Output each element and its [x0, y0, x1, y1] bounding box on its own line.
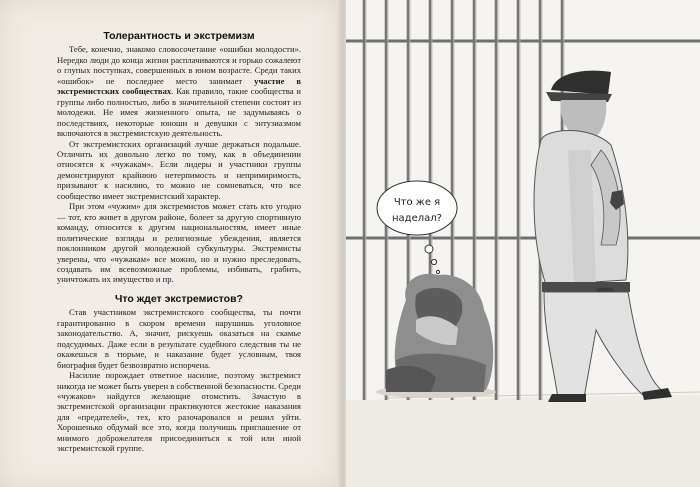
paragraph: Став участником экстремистского сообщества, ты почти гарантированно в скором времени нарушишь уголовное законодательство. А, значит, рискуешь оказаться на скамье подсудимых. Даже если в результате судебного следствия ты не окажешься в тюрьме, и наказание будет условным, твоя биография будет безвозвратно испорчена. — [57, 307, 301, 370]
paragraph: Насилие порождает ответное насилие, поэтому экстремист никогда не может быть уверен в собственной безопасности. Среди «чужаков» найдутся желающие отомстить. Зачастую в экстремистской организации практикуются жестокие наказания для «предателей», тех, кто разочаровался и решил уйти. Хорошенько обдумай все это, когда получишь приглашение от мнимого доброжелателя присоединиться к той или иной экстремистской группе. — [57, 370, 301, 454]
paragraph: От экстремистских организаций лучше держаться подальше. Отличить их довольно легко по тому, как в объединении относятся к «чужакам». Если лидеры и участники группы демонстрируют крайнюю нетерпимость и непримиримость, призывают к насилию, то можно не сомневаться, что все сообщество имеет экстремистский характер. — [57, 138, 301, 201]
section-heading-consequences: Что ждет экстремистов? — [115, 292, 243, 305]
article-column — [57, 31, 301, 454]
prison-illustration — [346, 0, 700, 487]
thought-text-line2: наделал? — [392, 213, 442, 224]
paragraph: При этом «чужим» для экстремистов может стать кто угодно — тот, кто живет в другом районе, болеет за другую спортивную команду, относится к другим национальностям, имеет иные политические взгляды и религиозные убеждения, является поклонником другой молодежной субкультуры. Экстремисты уверены, что «чужакам» все можно, но и нужно преследовать, создавать им всевозможные проблемы, избивать, грабить, уничтожать их имущество и пр. — [57, 201, 301, 285]
right-page — [346, 0, 700, 487]
paragraph — [57, 44, 301, 138]
paragraph-text: Тебе, конечно, знакомо словосочетание «ошибки молодости». Нередко люди до конца жизни расплачиваются и горько сожалеют о глупых поступках, совершенных в юном возрасте. Среди таких «ошибок» не последнее место занимает — [57, 44, 301, 86]
left-page — [0, 0, 340, 487]
paragraph-text: . Как правило, такие сообщества и группы либо полностью, либо в значительной степени состоят из молодежи. Не имея жизненного опыта, не задумываясь о последствиях, некоторые юноши и девушки с энтузиазмом включаются в экстремистскую деятельность. — [57, 86, 301, 139]
thought-text-line1: Что же я — [393, 197, 441, 208]
paragraph-emphasis: участие в экстремистских сообществах — [57, 75, 301, 97]
section-heading-tolerance: Толерантность и экстремизм — [103, 30, 255, 42]
